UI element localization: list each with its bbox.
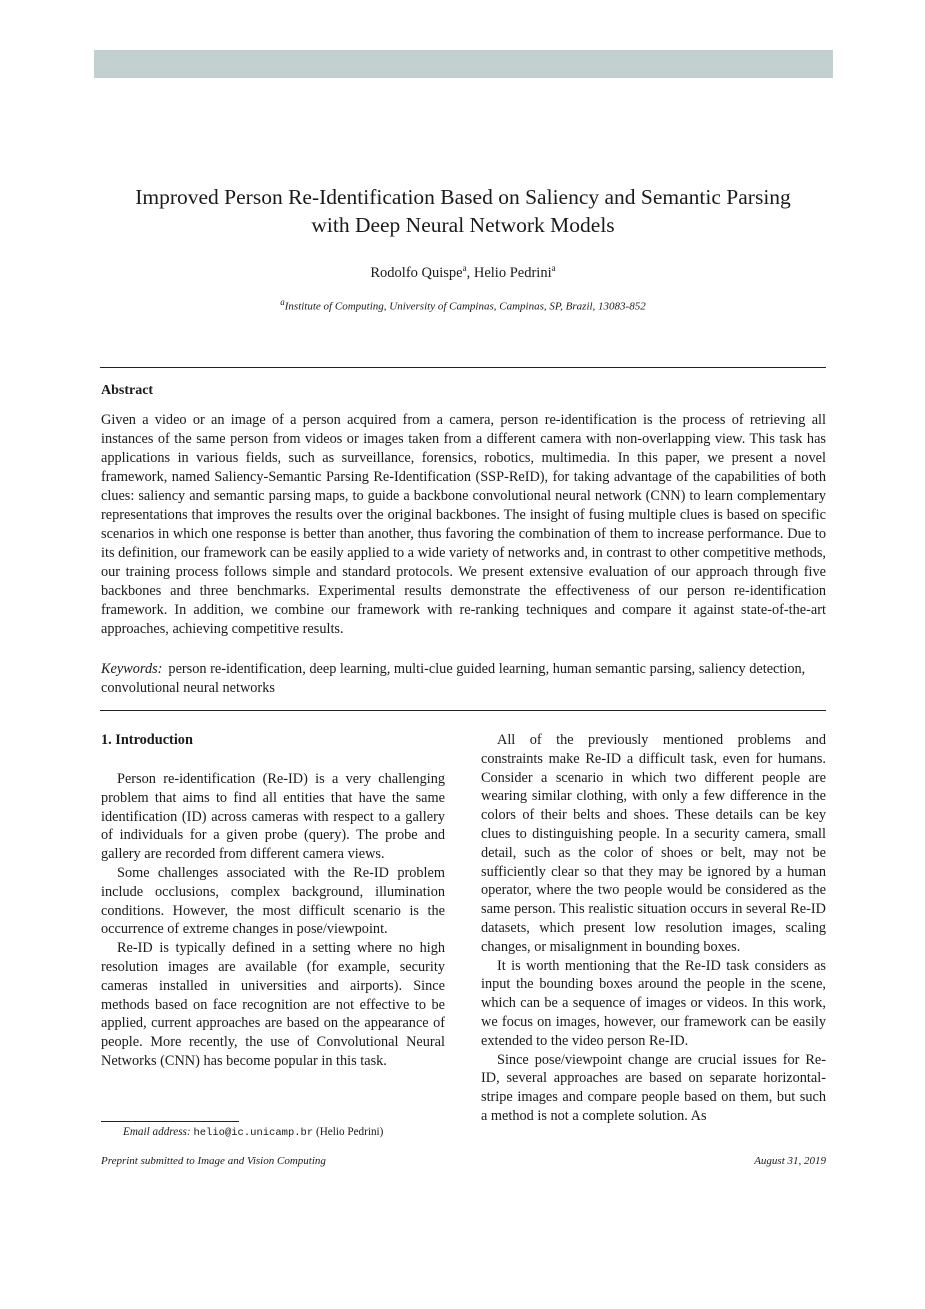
paragraph: Some challenges associated with the Re-ID problem include occlusions, complex background, illumination conditions. However, the most difficult scenario is the occurrence of extreme changes in pose/viewpoint.	[101, 864, 445, 938]
footer-preprint: Preprint submitted to Image and Vision Computing	[101, 1155, 326, 1167]
right-column	[481, 731, 826, 1126]
paragraph: All of the previously mentioned problems and constraints make Re-ID a difficult task, even for humans. Consider a scenario in which two different people are wearing similar clothing, with only a few difference in the colors of their belts and shoes. These details can be key clues to distinguishing people. In a security camera, small detail, such as the color of shoes or belt, may not be sufficiently clear so that they may be ignored by a human operator, where the two people would be considered as the same person. This realistic situation occurs in several Re-ID datasets, which present low resolution images, scaling changes, or misalignment in bounding boxes.	[481, 732, 826, 955]
footer-date: August 31, 2019	[754, 1155, 826, 1167]
left-column	[101, 770, 445, 1071]
keywords-text: person re-identification, deep learning, multi-clue guided learning, human semantic parsing, saliency detection, convolutional neural networks	[101, 661, 806, 696]
abstract-heading: Abstract	[101, 383, 154, 398]
author-affiliation-mark: a	[462, 263, 467, 273]
footnote-email[interactable]: helio@ic.unicamp.br	[193, 1127, 314, 1139]
paper-title	[100, 183, 826, 239]
title-line-1: Improved Person Re-Identification Based on Saliency and Semantic Parsing	[135, 185, 791, 209]
keywords	[101, 660, 826, 698]
affiliation-text: Institute of Computing, University of Campinas, Campinas, SP, Brazil, 13083-852	[284, 300, 646, 313]
paragraph: Since pose/viewpoint change are crucial issues for Re-ID, several approaches are based on separate horizontal-stripe images and compare people based on them, but such a method is not a complete solution. As	[481, 1051, 826, 1124]
author-list	[100, 263, 826, 282]
paragraph: Re-ID is typically defined in a setting where no high resolution images are available (for example, security cameras installed in universities and airports). Since methods based on face recognition are not effective to be applied, current approaches are based on the appearance of people. More recently, the use of Convolutional Neural Networks (CNN) has become popular in this task.	[101, 940, 445, 1069]
author-name: Helio Pedrini	[473, 264, 552, 281]
author-name: Rodolfo Quispe	[370, 264, 463, 281]
footnote-divider	[101, 1121, 239, 1122]
header-bar	[94, 50, 833, 78]
section-heading-introduction: 1. Introduction	[101, 732, 193, 748]
keywords-label: Keywords:	[101, 661, 163, 677]
footnote-label: Email address:	[123, 1126, 191, 1138]
bottom-divider	[100, 710, 826, 711]
footnote	[101, 1126, 445, 1139]
title-line-2: with Deep Neural Network Models	[311, 213, 615, 237]
affiliation	[100, 297, 826, 313]
top-divider	[100, 367, 826, 368]
paragraph: Person re-identification (Re-ID) is a very challenging problem that aims to find all entities that have the same identification (ID) across cameras with respect to a gallery of individuals for a given probe (query). The probe and gallery are recorded from different camera views.	[101, 771, 445, 863]
author-separator: ,	[466, 264, 474, 281]
abstract-text: Given a video or an image of a person acquired from a camera, person re-identification is the process of retrieving all instances of the same person from videos or images taken from a different camera with non-overlapping view. This task has applications in various fields, such as surveillance, forensics, robotics, multimedia. In this paper, we present a novel framework, named Saliency-Semantic Parsing Re-Identification (SSP-ReID), for taking advantage of the capabilities of both clues: saliency and semantic parsing maps, to guide a backbone convolutional neural network (CNN) to learn complementary representations that improves the results over the original backbones. The insight of fusing multiple clues is based on specific scenarios in which one response is better than another, thus favoring the combination of them to increase performance. Due to its definition, our framework can be easily applied to a wide variety of networks and, in contrast to other competitive methods, our training process follows simple and standard protocols. We present extensive evaluation of our approach through five backbones and three benchmarks. Experimental results demonstrate the effectiveness of our person re-identification framework. In addition, we combine our framework with re-ranking techniques and compare it against state-of-the-art approaches, achieving competitive results.	[101, 412, 826, 637]
footnote-name: (Helio Pedrini)	[315, 1126, 384, 1138]
author-affiliation-mark: a	[551, 263, 556, 273]
affiliation-mark: a	[280, 297, 285, 307]
paragraph: It is worth mentioning that the Re-ID task considers as input the bounding boxes around the people in the scene, which can be a sequence of images or videos. In this work, we focus on images, however, our framework can be easily extended to the video person Re-ID.	[481, 957, 826, 1049]
